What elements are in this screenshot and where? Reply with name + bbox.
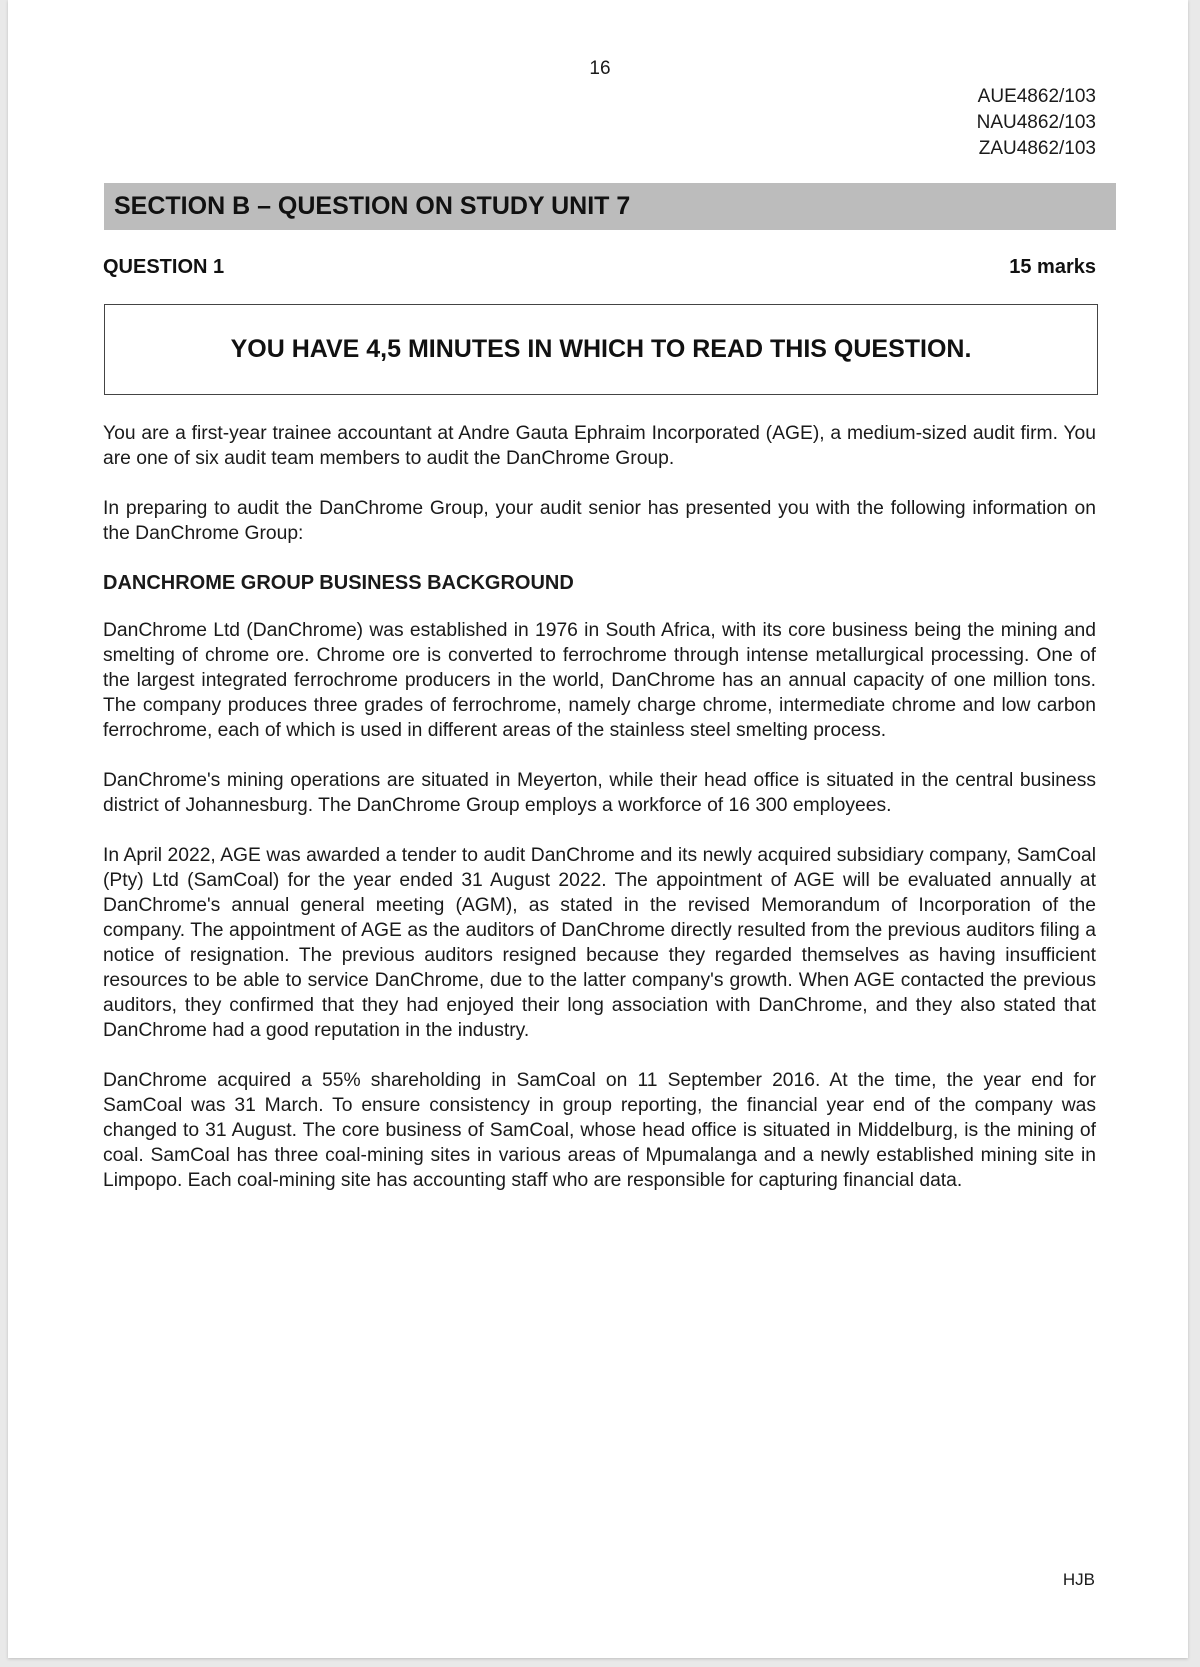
section-heading: SECTION B – QUESTION ON STUDY UNIT 7 — [104, 183, 1116, 230]
footer-initials: HJB — [1062, 1570, 1095, 1589]
body-paragraph: DanChrome Ltd (DanChrome) was established in 1976 in South Africa, with its core business being the mining and smelting of chrome ore. Chrome ore is converted to ferrochrome through intense metallurgical processing. One of the largest integrated ferrochrome producers in the world, DanChrome has an annual capacity of one million tons. The company produces three grades of ferrochrome, namely charge chrome, intermediate chrome and low carbon ferrochrome, each of which is used in different areas of the stainless steel smelting process. — [103, 620, 1096, 741]
question-header — [103, 256, 1096, 279]
page-number: 16 — [589, 58, 611, 79]
body-paragraph: DanChrome acquired a 55% shareholding in SamCoal on 11 September 2016. At the time, the year end for SamCoal was 31 March. To ensure consistency in group reporting, the financial year end of the company was changed to 31 August. The core business of SamCoal, whose head office is situated in Middelburg, is the mining of coal. SamCoal has three coal-mining sites in various areas of Mpumalanga and a newly established mining site in Limpopo. Each coal-mining site has accounting staff who are responsible for capturing financial data. — [103, 1070, 1096, 1191]
question-body — [103, 421, 1096, 1218]
question-marks: 15 marks — [1009, 256, 1096, 278]
subheading: DANCHROME GROUP BUSINESS BACKGROUND — [103, 572, 574, 594]
body-paragraph: In April 2022, AGE was awarded a tender to audit DanChrome and its newly acquired subsidiary company, SamCoal (Pty) Ltd (SamCoal) for the year ended 31 August 2022. The appointment of AGE will be evaluated annually at DanChrome's annual general meeting (AGM), as stated in the revised Memorandum of Incorporation of the company. The appointment of AGE as the auditors of DanChrome directly resulted from the previous auditors filing a notice of resignation. The previous auditors resigned because they regarded themselves as having insufficient resources to be able to service DanChrome, due to the latter company's growth. When AGE contacted the previous auditors, they confirmed that they had enjoyed their long association with DanChrome, and they also stated that DanChrome had a good reputation in the industry. — [103, 845, 1096, 1041]
course-code: ZAU4862/103 — [978, 138, 1096, 159]
course-codes — [977, 84, 1096, 162]
question-label: QUESTION 1 — [103, 256, 225, 278]
intro-paragraph: You are a first-year trainee accountant at Andre Gauta Ephraim Incorporated (AGE), a medium-sized audit firm. You are one of six audit team members to audit the DanChrome Group. — [103, 423, 1096, 469]
intro-paragraph: In preparing to audit the DanChrome Group, your audit senior has presented you with the following information on the DanChrome Group: — [103, 498, 1096, 544]
course-code: AUE4862/103 — [977, 86, 1096, 107]
course-code: NAU4862/103 — [976, 112, 1096, 133]
body-paragraph: DanChrome's mining operations are situated in Meyerton, while their head office is situated in the central business district of Johannesburg. The DanChrome Group employs a workforce of 16 300 employees. — [103, 770, 1096, 816]
reading-time-notice: YOU HAVE 4,5 MINUTES IN WHICH TO READ THIS QUESTION. — [104, 304, 1098, 395]
